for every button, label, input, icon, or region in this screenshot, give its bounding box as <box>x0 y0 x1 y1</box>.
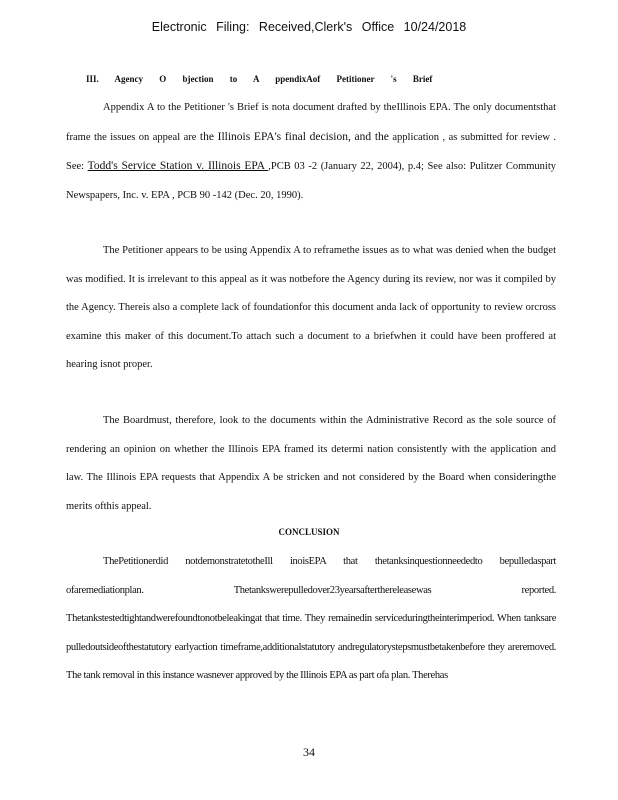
paragraph-1-text-c: application , as submitted for review . See: <box>66 131 557 172</box>
section-heading: III. Agency O bjection to A ppendixAof Petitioner 's Brief <box>86 74 433 84</box>
paragraph-1-text-a: Appendix A to the Petitioner 's Brief is nota document drafted by theIllinois EPA. The only documentsthat frame the issues on appeal are <box>66 102 556 143</box>
paragraph-1-text-d: ,PCB 03 -2 (January 22, 2004), p.4; See also: Pulitzer Community Newspapers, Inc. v. EPA , PCB 90 -142 (Dec. 20, 1990). <box>66 161 557 201</box>
paragraph-1-emphasis: the Illinois EPA's final decision, and the <box>199 130 389 143</box>
paragraph-conclusion-text: ThePetitionerdid notdemonstratetotheIll inoisEPA that thetanksinquestionneededto bepulledaspart ofaremediationplan. Thetankswerepulledover23yearsafterthereleasewas reported. Thetankstestedtightandwerefoundtonotbeleakingat that time. They remainedin serviceduringtheinterimperiod. When tanksare pulledoutsideofthestatutory earlyaction timeframe,additionalstatutory andregulatorystepsmustbetakenbefore they areremoved. The tank removal in this instance wasnever approved by the Illinois EPA as part ofa plan. Therehas <box>66 556 556 681</box>
case-citation: Todd's Service Station v. Illinois EPA <box>87 160 269 172</box>
paragraph-2 <box>66 237 556 380</box>
paragraph-3 <box>66 407 556 521</box>
conclusion-heading: CONCLUSION <box>278 527 340 537</box>
paragraph-2-text: The Petitioner appears to be using Appendix A to reframethe issues as to what was denied when the budget was modified. It is irrelevant to this appeal as it was notbefore the Agency during its review, nor was it compiled by the Agency. Thereis also a complete lack of foundationfor this document anda lack of opportunity to review orcross examine this maker of this document.To attach such a document to a briefwhen it could have been proffered at hearing isnot proper. <box>66 245 556 370</box>
filing-stamp-header: Electronic Filing: Received,Clerk's Office 10/24/2018 <box>151 20 467 34</box>
paragraph-3-text: The Boardmust, therefore, look to the documents within the Administrative Record as the sole source of rendering an opinion on whether the Illinois EPA framed its determi nation consistently with the application and law. The Illinois EPA requests that Appendix A be stricken and not considered by the Board when consideringthe merits ofthis appeal. <box>66 415 556 512</box>
paragraph-conclusion <box>66 548 556 691</box>
paragraph-1 <box>66 94 556 210</box>
page-number: 34 <box>303 745 315 759</box>
